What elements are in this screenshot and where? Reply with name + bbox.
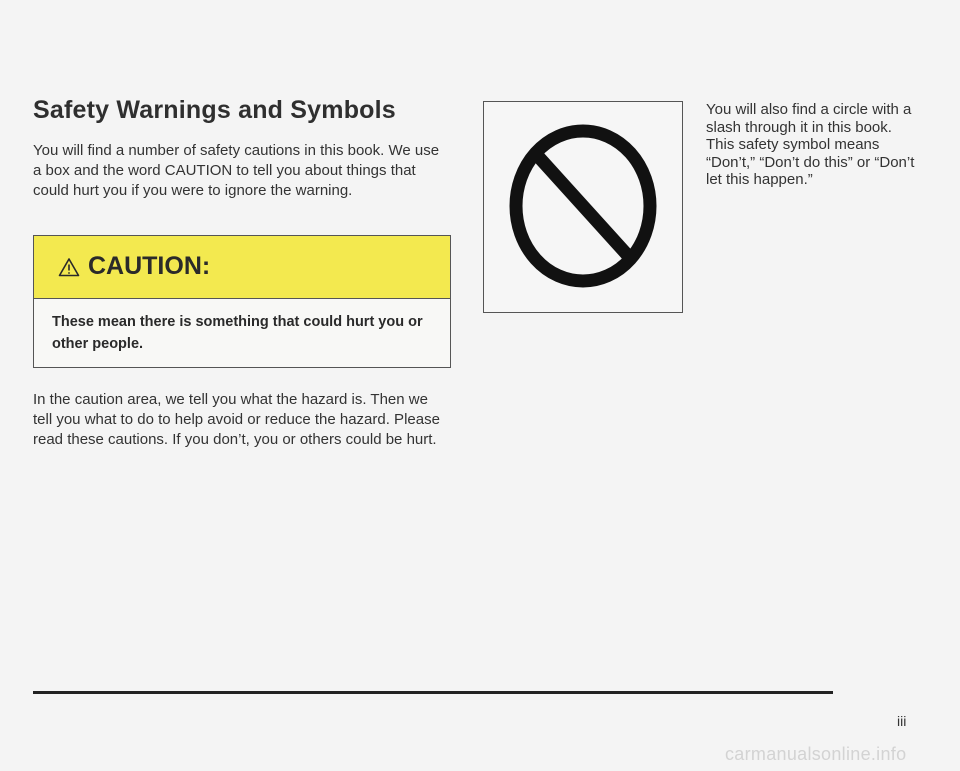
caution-heading <box>58 252 210 281</box>
footer-rule <box>33 691 833 694</box>
page-number: iii <box>897 713 907 729</box>
caution-box <box>33 235 451 368</box>
intro-paragraph: You will find a number of safety cautions in this book. We use a box and the word CAUTION to tell you about things that could hurt you if you were to ignore the warning. <box>33 142 440 199</box>
caution-explanation-paragraph: In the caution area, we tell you what the hazard is. Then we tell you what to do to help avoid or reduce the hazard. Please read these cautions. If you don’t, you or others could be hurt. <box>33 391 440 448</box>
caution-title: CAUTION: <box>88 252 211 280</box>
caution-header-band <box>34 236 450 299</box>
page-title: Safety Warnings and Symbols <box>33 96 396 124</box>
prohibition-icon <box>503 116 663 296</box>
symbol-description: You will also find a circle with a slash through it in this book. This safety symbol means “Don’t,” “Don’t do this” or “Don’t let this happen.” <box>706 101 915 188</box>
symbol-box <box>483 101 683 313</box>
warning-triangle-icon <box>58 257 80 277</box>
caution-text: These mean there is something that could hurt you or other people. <box>52 314 423 352</box>
watermark: carmanualsonline.info <box>725 744 907 764</box>
